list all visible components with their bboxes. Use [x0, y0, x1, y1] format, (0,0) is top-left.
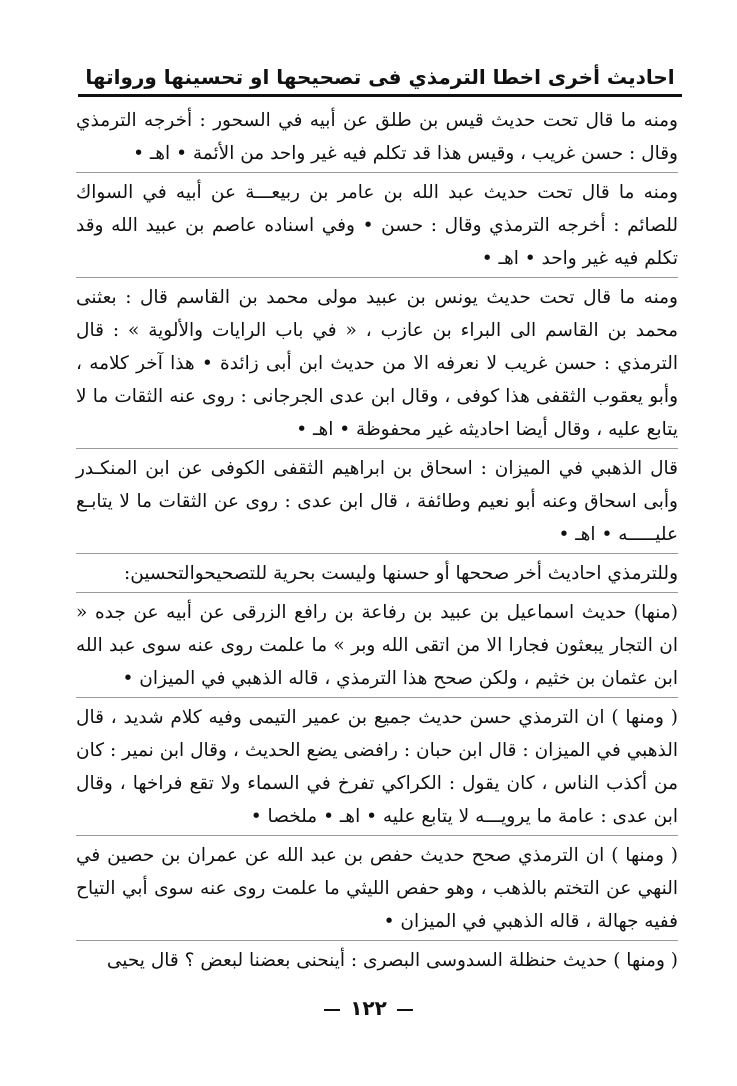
paragraph-separator [76, 592, 678, 593]
paragraph-separator [76, 835, 678, 836]
header-rule [78, 94, 682, 97]
paragraph: ( ومنها ) حديث حنظلة السدوسى البصرى : أينحنى بعضنا لبعض ؟ قال يحيى [106, 950, 678, 971]
paragraph-separator [76, 940, 678, 941]
paragraph: ومنه ما قال تحت حديث قيس بن طلق عن أبيه في السحور : أخرجه الترمذي وقال : حسن غريب ، وقيس هذا قد تكلم فيه غير واحد من الأئمة • اهـ • [76, 110, 678, 164]
paragraph: ومنه ما قال تحت حديث يونس بن عبيد مولى محمد بن القاسم قال : بعثنى محمد بن القاسم الى البراء بن عازب ، « في باب الرايات والألوية » : قال الترمذي : حسن غريب لا نعرفه الا من حديث ابن أبى زائدة • هذا آخر كلامه ، وأبو يعقوب الثقفى هذا كوفى ، وقال ابن عدى الجرجانى : روى عنه الثقات ما لا يتابع عليه ، وقال أيضا احاديثه غير محفوظة • اهـ • [76, 287, 678, 440]
page-header-title: احاديث أخرى اخطا الترمذي فى تصحيحها او تحسينها ورواتها [85, 65, 675, 89]
footer-dash-left [324, 1009, 340, 1011]
paragraph: ومنه ما قال تحت حديث عبد الله بن عامر بن ربيعـــة عن أبيه في السواك للصائم : أخرجه الترمذي وقال : حسن • وفي اسناده عاصم بن عبيد الله وقد تكلم فيه غير واحد • اهـ • [76, 182, 678, 269]
paragraph: (منها) حديث اسماعيل بن عبيد بن رفاعة بن رافع الزرقى عن أبيه عن جده « ان التجار يبعثون فجارا الا من اتقى الله وبر » ما علمت روى عنه سوى عبد الله ابن عثمان بن خثيم ، ولكن صحح هذا الترمذي ، قاله الذهبي في الميزان • [76, 602, 678, 689]
paragraph: ( ومنها ) ان الترمذي صحح حديث حفص بن عبد الله عن عمران بن حصين في النهي عن التختم بالذهب ، وهو حفص الليثي ما علمت روى عنه سوى أبي التياح ففيه جهالة ، قاله الذهبي في الميزان • [76, 845, 678, 932]
paragraph-separator [76, 277, 678, 278]
paragraph-separator [76, 448, 678, 449]
body-text [76, 104, 678, 977]
paragraph: قال الذهبي في الميزان : اسحاق بن ابراهيم الثقفى الكوفى عن ابن المنكـدر وأبى اسحاق وعنه أبو نعيم وطائفة ، قال ابن عدى : روى عن الثقات ما لا يتابـع عليـــــه • اهـ • [76, 458, 678, 545]
paragraph-separator [76, 697, 678, 698]
page-number: ١٢٢ [350, 996, 387, 1020]
paragraph-separator [76, 172, 678, 173]
footer-dash-right [397, 1009, 413, 1011]
paragraph: وللترمذي احاديث أخر صححها أو حسنها وليست بحرية للتصحيحوالتحسين: [124, 563, 678, 584]
paragraph: ( ومنها ) ان الترمذي حسن حديث جميع بن عمير التيمى وفيه كلام شديد ، قال الذهبي في الميزان : قال ابن حبان : رافضى يضع الحديث ، وقال ابن نمير : كان من أكذب الناس ، كان يقول : الكراكي تفرخ في السماء ولا تقع فراخها ، وقال ابن عدى : عامة ما يرويـــه لا يتابع عليه • اهـ • ملخصا • [76, 707, 678, 827]
paragraph-separator [76, 553, 678, 554]
page-footer [0, 988, 737, 1028]
